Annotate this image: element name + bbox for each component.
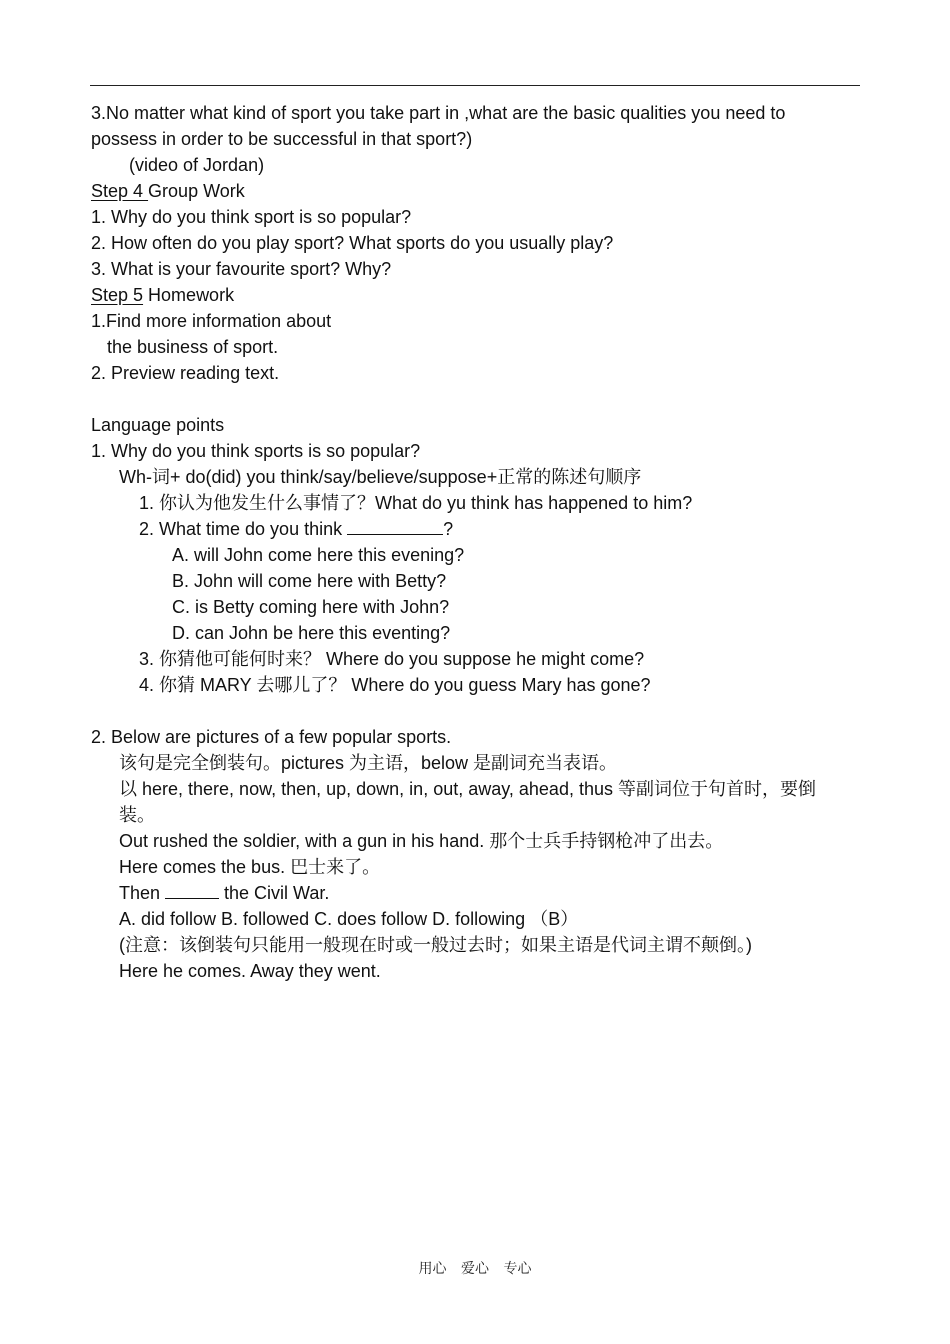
point-1: 1. Why do you think sports is so popular?: [91, 441, 421, 461]
example-3: 3. 你猜他可能何时来？ Where do you suppose he might come?: [139, 649, 645, 669]
homework-item-1: 1.Find more information about: [91, 311, 332, 331]
group-work-question-3: 3. What is your favourite sport? Why?: [91, 259, 392, 279]
group-work-question-1: 1. Why do you think sport is so popular?: [91, 207, 412, 227]
language-points-heading: Language points: [91, 415, 225, 435]
point-2-example-2: Here comes the bus. 巴士来了。: [119, 857, 381, 877]
step-5-label: Step 5: [91, 285, 144, 305]
point-1-rule: Wh-词+ do(did) you think/say/believe/suppose+正常的陈述句顺序: [119, 467, 642, 487]
option-d: D. can John be here this eventing?: [172, 623, 451, 643]
question-3-line-1: 3.No matter what kind of sport you take part in ,what are the basic qualities you need to: [91, 103, 786, 123]
example-1: 1. 你认为他发生什么事情了？What do yu think has happened to him?: [139, 493, 693, 513]
point-2-rule: 以 here, there, now, then, up, down, in, out, away, ahead, thus 等副词位于句首时，要倒: [119, 779, 816, 799]
step-5-title: Homework: [143, 285, 235, 305]
point-2-explanation: 该句是完全倒装句。pictures 为主语，below 是副词充当表语。: [119, 753, 618, 773]
point-2-note: (注意：该倒装句只能用一般现在时或一般过去时；如果主语是代词主谓不颠倒。): [119, 935, 752, 955]
option-b: B. John will come here with Betty?: [172, 571, 447, 591]
header-rule: [90, 85, 860, 86]
example-2: [139, 516, 453, 542]
exercise-text-start: Then: [119, 883, 166, 903]
step-4-heading: [91, 178, 245, 204]
exercise-blank: [165, 881, 219, 899]
point-2-example-1: Out rushed the soldier, with a gun in his hand. 那个士兵手持钢枪冲了出去。: [119, 831, 724, 851]
exercise-options: A. did follow B. followed C. does follow D. following （B）: [119, 909, 579, 929]
point-2-examples-3: Here he comes. Away they went.: [119, 961, 381, 981]
option-c: C. is Betty coming here with John?: [172, 597, 450, 617]
homework-item-1-cont: the business of sport.: [107, 337, 279, 357]
option-a: A. will John come here this evening?: [172, 545, 465, 565]
homework-item-2: 2. Preview reading text.: [91, 363, 280, 383]
example-4: 4. 你猜 MARY 去哪儿了？ Where do you guess Mary has gone?: [139, 675, 651, 695]
answer-blank: [347, 517, 443, 535]
point-2: 2. Below are pictures of a few popular sports.: [91, 727, 452, 747]
exercise-text-end: the Civil War.: [219, 883, 330, 903]
example-2-text: 2. What time do you think: [139, 519, 348, 539]
group-work-question-2: 2. How often do you play sport? What sports do you usually play?: [91, 233, 614, 253]
page-footer: 用心 爱心 专心: [418, 1261, 532, 1277]
step-5-heading: [91, 282, 234, 308]
question-3-line-2: possess in order to be successful in that sport?): [91, 129, 473, 149]
step-4-label: Step 4: [91, 181, 149, 201]
point-2-rule-cont: 装。: [119, 805, 155, 825]
example-2-end: ?: [443, 519, 454, 539]
video-note: (video of Jordan): [129, 155, 265, 175]
point-2-exercise: [119, 880, 329, 906]
step-4-title: Group Work: [148, 181, 245, 201]
